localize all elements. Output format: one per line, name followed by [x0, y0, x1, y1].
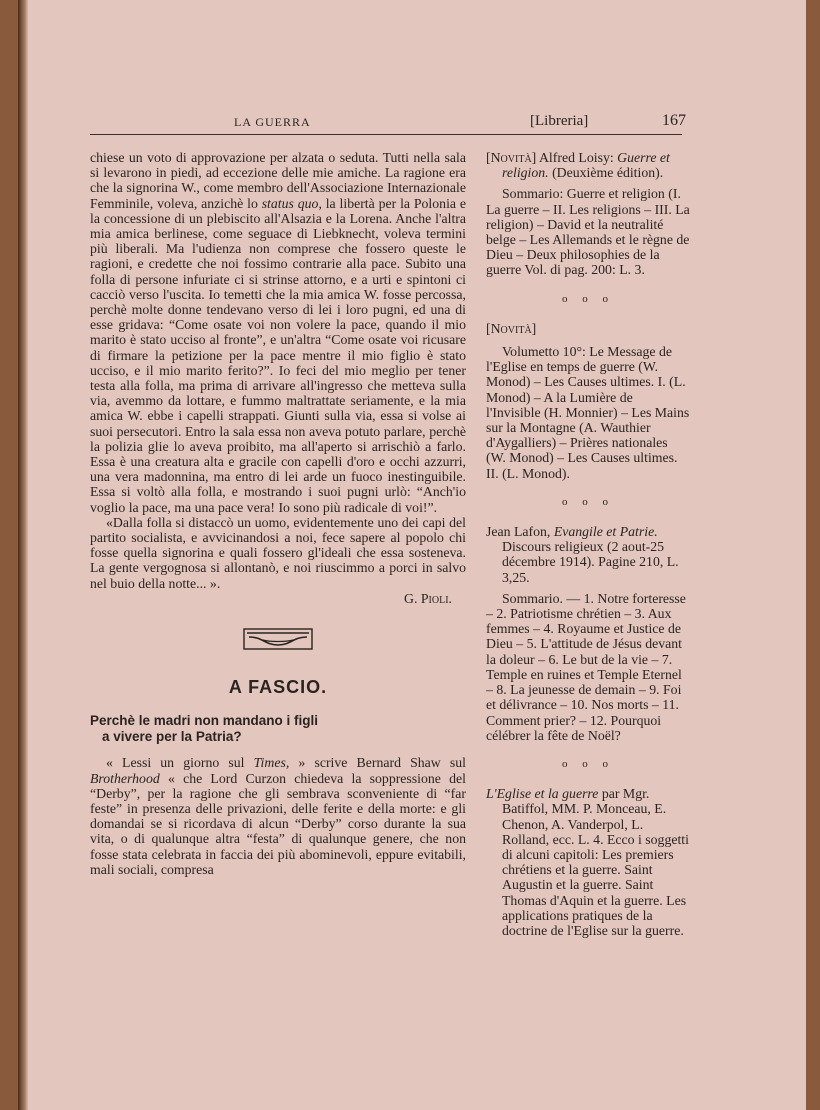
separator-dots: o o o — [562, 757, 614, 770]
section-title: A FASCIO. — [228, 677, 328, 698]
ornament-icon — [243, 628, 313, 650]
author-signature: G. Pioli. — [404, 590, 452, 606]
header-section: [Libreria] — [530, 113, 589, 129]
header-title: LA GUERRA — [234, 115, 311, 129]
article-heading: Perchè le madri non mandano i figli a vivere per la Patria? — [90, 713, 319, 745]
book-summary: Sommario: Guerre et religion (I. La guerre – II. Les religions – III. La religion) – David et la neutralité belge – Les Allemands et le règne de Dieu – Deux philosophies de la guerre Vol. di pag. 200: L. 3. — [486, 186, 690, 278]
page-number: 167 — [662, 112, 686, 129]
running-header — [90, 112, 686, 135]
separator-dots: o o o — [562, 495, 614, 508]
book-entry: [Novità] Alfred Loisy: Guerre et religion. (Deuxième édition). — [486, 150, 670, 181]
paragraph: chiese un voto di approvazione per alzata o seduta. Tutti nella sala si levarono in piedi, ad eccezione delle mie amiche. La ragione era che la signorina W., come membro dell'Associazione Internazionale Femminile, voleva, anzichè lo status quo, la libertà per la Polonia e la concessione di un plebiscito all'Alsazia e la Lorena. Anche l'altra mia amica berlinese, come seguace di Liebknecht, voleva termini più liberali. Ma l'udienza non comprese che fossero queste le ragioni, e credette che noi fossimo contrarie alla pace. Subito una folla di persone infuriate ci si strinse attorno, e a urti e spintoni ci cacciò verso l'uscita. Io temetti che la mia amica W. fosse percossa, perchè molte donne tendevano verso di lei i loro pugni, ed una di esse gridava: “Come osate voi non volere la pace, quando il mio marito è stato ucciso al fronte”, e un'altra “Come osate voi ricusare di firmare la petizione per la pace mentre il mio figlio è stato ucciso, e il mio marito ferito?”. Io feci del mio meglio per tener testa alla folla, ma prima di arrivare all'ingresso che metteva sulla via, avemmo da lottare, e fummo maltrattate seriamente, e la mia amica W. ebbe i capelli strappati. Giunti sulla via, essa si volse ai suoi persecutori. Entro la sala essa non aveva potuto parlare, perchè la polizia glie lo aveva proibito, ma all'aperto si arrischiò a farlo. Essa è una creatura alta e gracile con capelli d'oro e occhi azzurri, una vera madonnina, ma entro di lei arde un fuoco inestinguibile. Essa si voltò alla folla, e mostrando i suoi pugni urlò: “Anch'io voglio la pace, ma una pace vera! Io sono più radicale di voi!”. — [90, 150, 466, 515]
right-column — [486, 150, 690, 938]
book-page — [18, 0, 806, 1110]
book-summary: Sommario. — 1. Notre forteresse – 2. Patriotisme chrétien – 3. Aux femmes – 4. Royaume et Justice de Dieu – 5. L'attitude de Jésus devant la doleur – 6. Le but de la vie – 7. Temple en ruines et Temple Eternel – 8. La jeunesse de demain – 9. Foi et délivrance – 10. Nos morts – 11. Comment prier? – 12. Pourquoi célébrer la fête de Noël? — [486, 590, 686, 743]
separator-dots: o o o — [562, 292, 614, 305]
book-entry: L'Eglise et la guerre par Mgr. Batiffol, MM. P. Monceau, E. Chenon, A. Vanderpol, L. Rolland, ecc. L. 4. Ecco i soggetti di alcuni capitoli: Les premiers chrétiens et la guerre. Saint Augustin et la guerre. Saint Thomas d'Aquin et la guerre. Les applications pratiques de la doctrine de l'Eglise sur la guerre. — [486, 786, 689, 938]
book-entry: Jean Lafon, Evangile et Patrie. Discours religieux (2 aout-25 décembre 1914). Pagine 210, L. 3,25. — [486, 524, 679, 585]
book-entry-tag: [Novità] — [486, 320, 537, 336]
book-binding — [18, 0, 28, 1110]
book-entry: Volumetto 10°: Le Message de l'Eglise en temps de guerre (W. Monod) – Les Causes ultimes. I. (L. Monod) – A la Lumière de l'Invisible (H. Monnier) – Les Mains sur la Montagne (A. Wauthier d'Aygalliers) – Prières nationales (W. Monod) – Les Causes ultimes. II. (L. Monod). — [486, 344, 690, 481]
left-column — [90, 150, 466, 877]
paragraph: « Lessi un giorno sul Times, » scrive Bernard Shaw sul Brotherhood « che Lord Curzon chiedeva la soppressione del “Derby”, per la ragione che gli sembrava sconveniente di “far feste” in presenza delle privazioni, delle ferite e della morte: e gli domandai se si ricordava di alcun “Derby” corso durante la sua vita, o di qualunque altra “festa” di qualunque genere, che non fosse stata celebrata in faccia dei più abominevoli, eppure evitabili, mali sociali, compresa — [90, 755, 466, 877]
paragraph: «Dalla folla si distaccò un uomo, evidentemente uno dei capi del partito socialista, e avvicinandosi a noi, fece sapere al popolo chi fosse quella signorina e quali fossero gl'ideali che essa sosteneva. La gente vergognosa si allontanò, e noi riuscimmo a porci in salvo nel buio della notte... ». — [90, 514, 466, 591]
